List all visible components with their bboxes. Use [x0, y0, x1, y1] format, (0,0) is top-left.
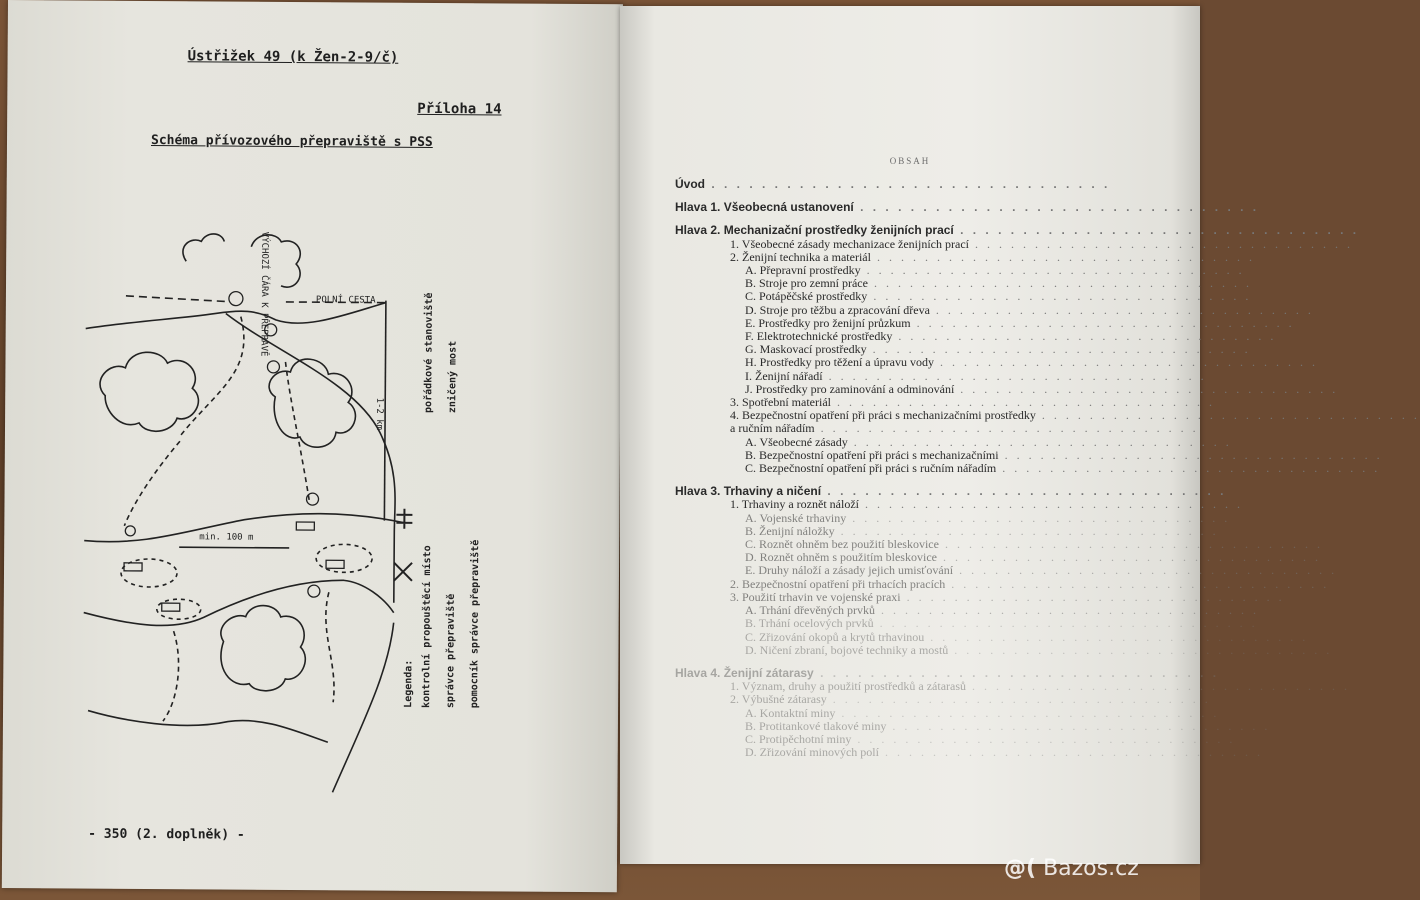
legend-item-kpm: kontrolní propouštěcí místo: [421, 545, 434, 708]
toc-line-text: C. Bezpečnostní opatření při práci s ručním nářadím: [745, 461, 997, 476]
toc-leader-dots: . . . . . . . . . . . . . . . . . . . . . . . . . . . . . . . .: [867, 289, 1252, 304]
main-road: [224, 314, 397, 603]
legend-item-s: správce přepraviště: [445, 593, 457, 709]
ferry-2: [124, 563, 142, 571]
ferry-1: [296, 522, 314, 530]
toc-leader-dots: . . . . . . . . . . . . . . . . . . . . . . . . . . . . . . . .: [821, 484, 1227, 499]
toc-leader-dots: . . . . . . . . . . . . . . . . . . . . . . . . . . . . . . . .: [835, 705, 1220, 720]
toc-line-text: B. Protitankové tlakové miny: [745, 718, 887, 733]
legend-item-p: pořádkové stanoviště: [423, 292, 435, 413]
toc-leader-dots: . . . . . . . . . . . . . . . . . . . . . . . . . . . . . . . .: [874, 603, 1259, 618]
toc-line-text: C. Protipěchotní miny: [745, 731, 852, 746]
post-p-2: [267, 361, 279, 373]
toc-leader-dots: . . . . . . . . . . . . . . . . . . . . . . . . . . . . . . . .: [870, 249, 1255, 264]
dashed-route-left-lower: [124, 441, 180, 526]
distance-arrow-short: [179, 547, 289, 548]
toc-line-text: A. Všeobecné zásady: [745, 434, 848, 449]
toc-line-text: 1. Význam, druhy a použití prostředků a zátarasů: [730, 679, 967, 694]
site-watermark: [1004, 856, 1139, 881]
toc-leader-dots: . . . . . . . . . . . . . . . . . . . . . . . . . . . . . . . .: [858, 497, 1243, 512]
toc-line-text: D. Ničení zbraní, bojové techniky a mostů: [745, 642, 949, 657]
toc-list: [675, 177, 1420, 760]
toc-line-text: A. Trhání dřevěných prvků: [745, 603, 875, 618]
toc-line-text: E. Prostředky pro ženijní průzkum: [745, 315, 911, 330]
legend-title: Legenda:: [403, 659, 415, 708]
legend-item-ps: pomocník správce přepraviště: [469, 539, 482, 709]
tree-top: [183, 234, 224, 262]
toc-leader-dots: . . . . . . . . . . . . . . . . . . . . . . . . . . . . . . . .: [948, 642, 1333, 657]
toc-leader-dots: . . . . . . . . . . . . . . . . . . . . . . . . . . . . . . . .: [953, 563, 1338, 578]
road-label: POLNÍ CESTA: [315, 295, 376, 306]
river-bank-lower: [84, 579, 394, 628]
toc-leader-dots: . . . . . . . . . . . . . . . . . . . . . . . . . . . . . . . .: [929, 302, 1314, 317]
toc-leader-dots: . . . . . . . . . . . . . . . . . . . . . . . . . . . . . . . .: [866, 342, 1251, 357]
clip-title: Ústřižek 49 (k Žen-2-9/č): [187, 48, 399, 66]
toc-leader-dots: . . . . . . . . . . . . . . . . . . . . . . . . . . . . . . . .: [998, 447, 1383, 462]
toc-line: [675, 200, 1260, 215]
toc-leader-dots: . . . . . . . . . . . . . . . . . . . . . . . . . . . . . . . .: [900, 589, 1285, 604]
toc-line-text: 2. Ženijní technika a materiál: [730, 249, 871, 264]
toc-line-text: Hlava 1. Všeobecná ustanovení: [675, 200, 854, 215]
toc-leader-dots: . . . . . . . . . . . . . . . . . . . . . . . . . . . . . . . .: [826, 692, 1211, 707]
toc-leader-dots: . . . . . . . . . . . . . . . . . . . . . . . . . . . . . . . .: [966, 679, 1351, 694]
toc-line: [675, 178, 1145, 191]
toc-leader-dots: . . . . . . . . . . . . . . . . . . . . . . . . . . . . . . . .: [860, 263, 1245, 278]
toc-leader-dots: . . . . . . . . . . . . . . . . . . . . . . . . . . . . . . . .: [924, 629, 1309, 644]
toc-leader-dots: . . . . . . . . . . . . . . . . . . . . . . . . . . . . . . . .: [705, 177, 1111, 191]
toc-line-text: 4. Bezpečnostní opatření při práci s mechanizačními prostředky: [730, 408, 1036, 423]
toc-leader-dots: . . . . . . . . . . . . . . . . . . . . . . . . . . . . . . . .: [830, 395, 1215, 410]
toc-line-text: Hlava 4. Ženijní zátarasy: [675, 665, 814, 680]
page-footer: - 350 (2. doplněk) -: [88, 826, 245, 843]
toc-line-text: F. Elektrotechnické prostředky: [745, 329, 893, 344]
toc-line-text: a ručním nářadím: [730, 421, 815, 436]
dashed-top-line: [126, 296, 226, 302]
toc-heading: OBSAH: [889, 156, 931, 166]
toc-leader-dots: . . . . . . . . . . . . . . . . . . . . . . . . . . . . . . . .: [867, 276, 1252, 291]
toc-line-text: Úvod: [675, 177, 705, 191]
toc-leader-dots: . . . . . . . . . . . . . . . . . . . . . . . . . . . . . . . .: [814, 421, 1199, 436]
post-p-4: [308, 585, 320, 597]
toc-line-text: E. Druhy náloží a zásady jejich umisťování: [745, 563, 954, 578]
toc-leader-dots: . . . . . . . . . . . . . . . . . . . . . . . . . . . . . . . .: [933, 355, 1318, 370]
destroyed-bridge-upper: [396, 509, 412, 529]
distance-short-label: min. 100 m: [199, 532, 254, 543]
toc-line: [675, 745, 1263, 760]
ferry-3: [326, 560, 344, 568]
toc-leader-dots: . . . . . . . . . . . . . . . . . . . . . . . . . . . . . . . .: [851, 731, 1236, 746]
toc-leader-dots: . . . . . . . . . . . . . . . . . . . . . . . . . . . . . . . .: [936, 550, 1321, 565]
toc-leader-dots: . . . . . . . . . . . . . . . . . . . . . . . . . . . . . . . .: [1035, 408, 1420, 423]
diagram-title: Schéma přívozového přepraviště s PSS: [150, 133, 433, 150]
toc-leader-dots: . . . . . . . . . . . . . . . . . . . . . . . . . . . . . . . .: [969, 236, 1353, 251]
toc-leader-dots: . . . . . . . . . . . . . . . . . . . . . . . . . . . . . . . .: [938, 537, 1323, 552]
toc-line-text: D. Stroje pro těžbu a zpracování dřeva: [745, 302, 930, 317]
toc-line-text: B. Ženijní náložky: [745, 523, 835, 538]
toc-leader-dots: . . . . . . . . . . . . . . . . . . . . . . . . . . . . . . . .: [813, 665, 1220, 680]
toc-leader-dots: . . . . . . . . . . . . . . . . . . . . . . . . . . . . . . . .: [834, 523, 1219, 538]
toc-line-text: Hlava 2. Mechanizační prostředky ženijních prací: [675, 223, 954, 238]
tree-center: [269, 359, 356, 448]
toc-line-text: C. Potápěčské prostředky: [745, 289, 868, 304]
toc-leader-dots: . . . . . . . . . . . . . . . . . . . . . . . . . . . . . . . .: [878, 745, 1263, 760]
toc-leader-dots: . . . . . . . . . . . . . . . . . . . . . . . . . . . . . . . .: [954, 381, 1339, 396]
right-page: [620, 6, 1420, 864]
toc-line-text: 1. Všeobecné zásady mechanizace ženijních prací: [730, 236, 969, 251]
dashed-route-left: [180, 316, 244, 436]
toc-line-text: D. Roznět ohněm s použitím bleskovice: [745, 550, 937, 565]
bottom-stream: [88, 711, 328, 743]
toc-line-text: J. Prostředky pro zaminování a odminování: [745, 381, 955, 396]
toc-line-text: A. Kontaktní miny: [745, 705, 836, 720]
toc-line-text: H. Prostředky pro těžení a úpravu vody: [745, 355, 934, 370]
toc-leader-dots: . . . . . . . . . . . . . . . . . . . . . . . . . . . . . . . .: [853, 200, 1260, 215]
toc-leader-dots: . . . . . . . . . . . . . . . . . . . . . . . . . . . . . . . .: [873, 616, 1258, 631]
toc-line-text: D. Zřizování minových polí: [745, 745, 879, 760]
post-s: [125, 526, 135, 536]
distance-long-label: 1-2 km: [374, 397, 385, 431]
destroyed-bridge-lower: [394, 563, 412, 581]
tree-bottom: [220, 605, 305, 691]
watermark-text: Bazos.cz: [1043, 856, 1139, 881]
toc-line-text: A. Vojenské trhaviny: [745, 510, 847, 525]
toc-leader-dots: . . . . . . . . . . . . . . . . . . . . . . . . . . . . . . . .: [953, 223, 1360, 238]
toc-leader-dots: . . . . . . . . . . . . . . . . . . . . . . . . . . . . . . . .: [945, 576, 1330, 591]
left-page: [2, 0, 623, 892]
toc-line-text: G. Maskovací prostředky: [745, 342, 867, 357]
toc-leader-dots: . . . . . . . . . . . . . . . . . . . . . . . . . . . . . . . .: [910, 315, 1295, 330]
toc-line-text: B. Stroje pro zemní práce: [745, 276, 868, 291]
toc-line-text: B. Bezpečnostní opatření při práci s mechanizačními: [745, 447, 999, 462]
tree-top-right: [251, 235, 300, 288]
toc-line-text: 3. Použití trhavin ve vojenské praxi: [730, 589, 901, 604]
toc-leader-dots: . . . . . . . . . . . . . . . . . . . . . . . . . . . . . . . .: [892, 329, 1277, 344]
dashed-route-bottom-left: [163, 631, 179, 721]
toc-leader-dots: . . . . . . . . . . . . . . . . . . . . . . . . . . . . . . . .: [996, 461, 1381, 476]
toc-leader-dots: . . . . . . . . . . . . . . . . . . . . . . . . . . . . . . . .: [846, 510, 1231, 525]
post-kpm: [229, 292, 243, 306]
toc-leader-dots: . . . . . . . . . . . . . . . . . . . . . . . . . . . . . . . .: [822, 368, 1207, 383]
toc-line-text: I. Ženijní nářadí: [745, 368, 823, 383]
toc-line-text: 2. Bezpečnostní opatření při trhacích pracích: [730, 576, 946, 591]
dashed-route-center: [285, 362, 311, 502]
toc-line: [675, 461, 1381, 476]
toc-line-text: C. Zřizování okopů a krytů trhavinou: [745, 629, 925, 644]
toc-line-text: C. Roznět ohněm bez použití bleskovice: [745, 537, 939, 552]
toc-line-text: A. Přepravní prostředky: [745, 263, 861, 278]
toc-line-text: 1. Trhaviny a roznět náloží: [730, 497, 859, 512]
ferry-4: [162, 603, 180, 611]
toc-leader-dots: . . . . . . . . . . . . . . . . . . . . . . . . . . . . . . . .: [886, 718, 1271, 733]
toc-line-text: 3. Spotřební materiál: [730, 395, 831, 410]
appendix-label: Příloha 14: [417, 100, 502, 118]
exit-line-label: VÝCHOZÍ ČÁRA K PŘEPRAVĚ: [258, 231, 270, 357]
bazos-logo-icon: @(: [1004, 856, 1037, 881]
toc-line-text: B. Trhání ocelových prvků: [745, 616, 874, 631]
toc-line-text: Hlava 3. Trhaviny a ničení: [675, 484, 822, 499]
dashed-route-bottom: [325, 592, 334, 702]
toc-line-text: 2. Výbušné zátarasy: [730, 692, 827, 707]
tree-left: [100, 352, 199, 432]
toc-line: [675, 642, 1333, 657]
legend-item-bridge: zničený most: [447, 340, 459, 414]
main-road-lower: [332, 622, 393, 792]
toc-leader-dots: . . . . . . . . . . . . . . . . . . . . . . . . . . . . . . . .: [847, 434, 1232, 449]
table-of-contents: [675, 156, 1420, 760]
ferry-crossing-diagram: [62, 200, 536, 793]
